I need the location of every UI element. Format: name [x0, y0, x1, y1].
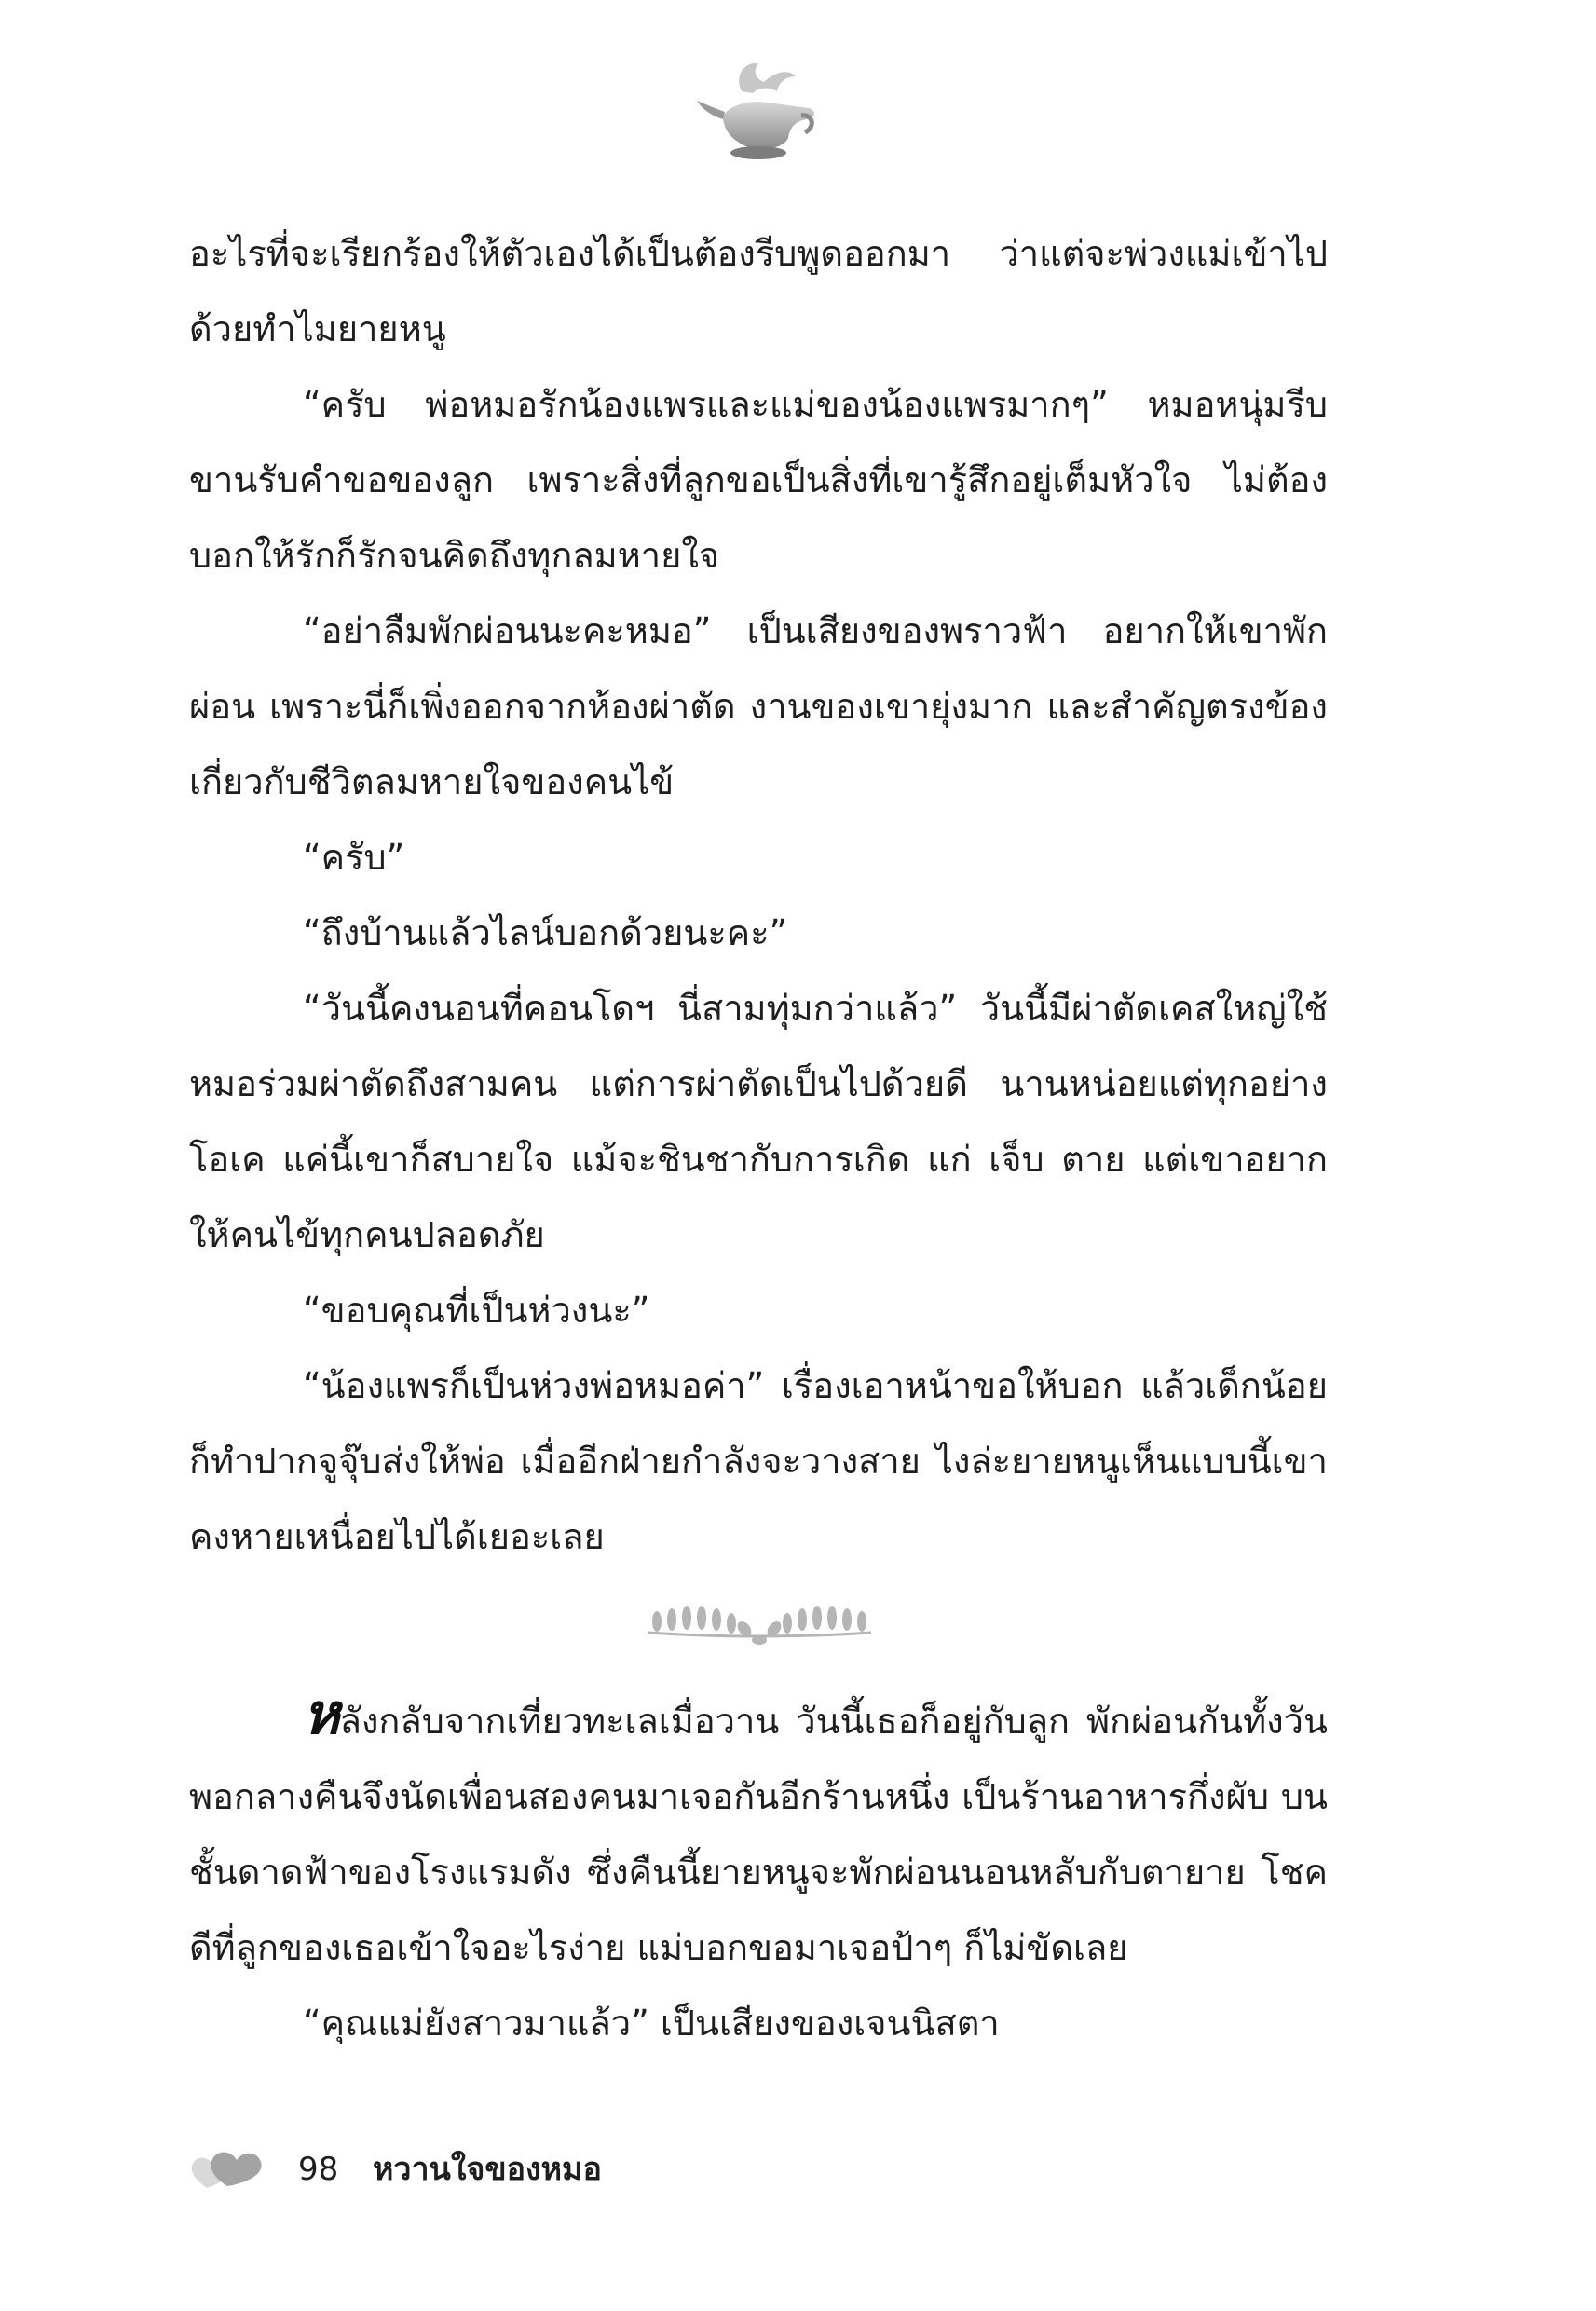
paragraph: “คุณแม่ยังสาวมาแล้ว” เป็นเสียงของเจนนิสตา: [303, 2003, 1000, 2044]
paragraph-with-drop-cap: [189, 1684, 1328, 1986]
body-text-top: [189, 216, 1328, 1575]
body-text-bottom: [189, 1684, 1328, 2061]
laurel-branch-icon: [629, 1595, 890, 1651]
paragraph: “ขอบคุณที่เป็นห่วงนะ”: [303, 1290, 650, 1331]
page-number: 98: [298, 2151, 339, 2188]
paragraph: “ถึงบ้านแล้วไลน์บอกด้วยนะคะ”: [303, 912, 788, 953]
paragraph: “วันนี้คงนอนที่คอนโดฯ นี่สามทุ่มกว่าแล้ว” วันนี้มีผ่าตัดเคสใหญ่ใช้หมอร่วมผ่าตัดถึงสามคน แต่การผ่าตัดเป็นไปด้วยดี นานหน่อยแต่ทุกอย่างโอเค แค่นี้เขาก็สบายใจ แม้จะชินชากับการเกิด แก่ เจ็บ ตาย แต่เขาอยากให้คนไข้ทุกคนปลอดภัย: [189, 988, 1328, 1255]
paragraph: “ครับ พ่อหมอรักน้องแพรและแม่ของน้องแพรมากๆ” หมอหนุ่มรีบขานรับคำขอของลูก เพราะสิ่งที่ลูกขอเป็นสิ่งที่เขารู้สึกอยู่เต็มหัวใจ ไม่ต้องบอกให้รักก็รักจนคิดถึงทุกลมหายใจ: [189, 384, 1328, 576]
hearts-icon: [186, 2141, 270, 2197]
paragraph: “อย่าลืมพักผ่อนนะคะหมอ” เป็นเสียงของพราวฟ้า อยากให้เขาพักผ่อน เพราะนี่ก็เพิ่งออกจากห้องผ่าตัด งานของเขายุ่งมาก และสำคัญตรงข้องเกี่ยวกับชีวิตลมหายใจของคนไข้: [189, 610, 1328, 802]
paragraph-text: ลังกลับจากเที่ยวทะเลเมื่อวาน วันนี้เธอก็อยู่กับลูก พักผ่อนกันทั้งวัน พอกลางคืนจึงนัดเพื่อนสองคนมาเจอกันอีกร้านหนึ่ง เป็นร้านอาหารกึ่งผับ บนชั้นดาดฟ้าของโรงแรมดัง ซึ่งคืนนี้ยายหนูจะพักผ่อนนอนหลับกับตายาย โชคดีที่ลูกของเธอเข้าใจอะไรง่าย แม่บอกขอมาเจอป้าๆ ก็ไม่ขัดเลย: [189, 1701, 1328, 1968]
genie-lamp-icon: [686, 54, 825, 166]
paragraph: “ครับ”: [303, 837, 405, 878]
book-title: หวานใจของหมอ: [373, 2151, 602, 2188]
paragraph: อะไรที่จะเรียกร้องให้ตัวเองได้เป็นต้องรีบพูดออกมา ว่าแต่จะพ่วงแม่เข้าไปด้วยทำไมยายหนู: [189, 233, 1328, 349]
drop-cap: ห: [303, 1682, 340, 1747]
page-footer: [186, 2141, 839, 2197]
paragraph: “น้องแพรก็เป็นห่วงพ่อหมอค่า” เรื่องเอาหน้าขอให้บอก แล้วเด็กน้อยก็ทำปากจูจุ๊บส่งให้พ่อ เมื่ออีกฝ่ายกำลังจะวางสาย ไงล่ะยายหนูเห็นแบบนี้เขาคงหายเหนื่อยไปได้เยอะเลย: [189, 1365, 1328, 1557]
